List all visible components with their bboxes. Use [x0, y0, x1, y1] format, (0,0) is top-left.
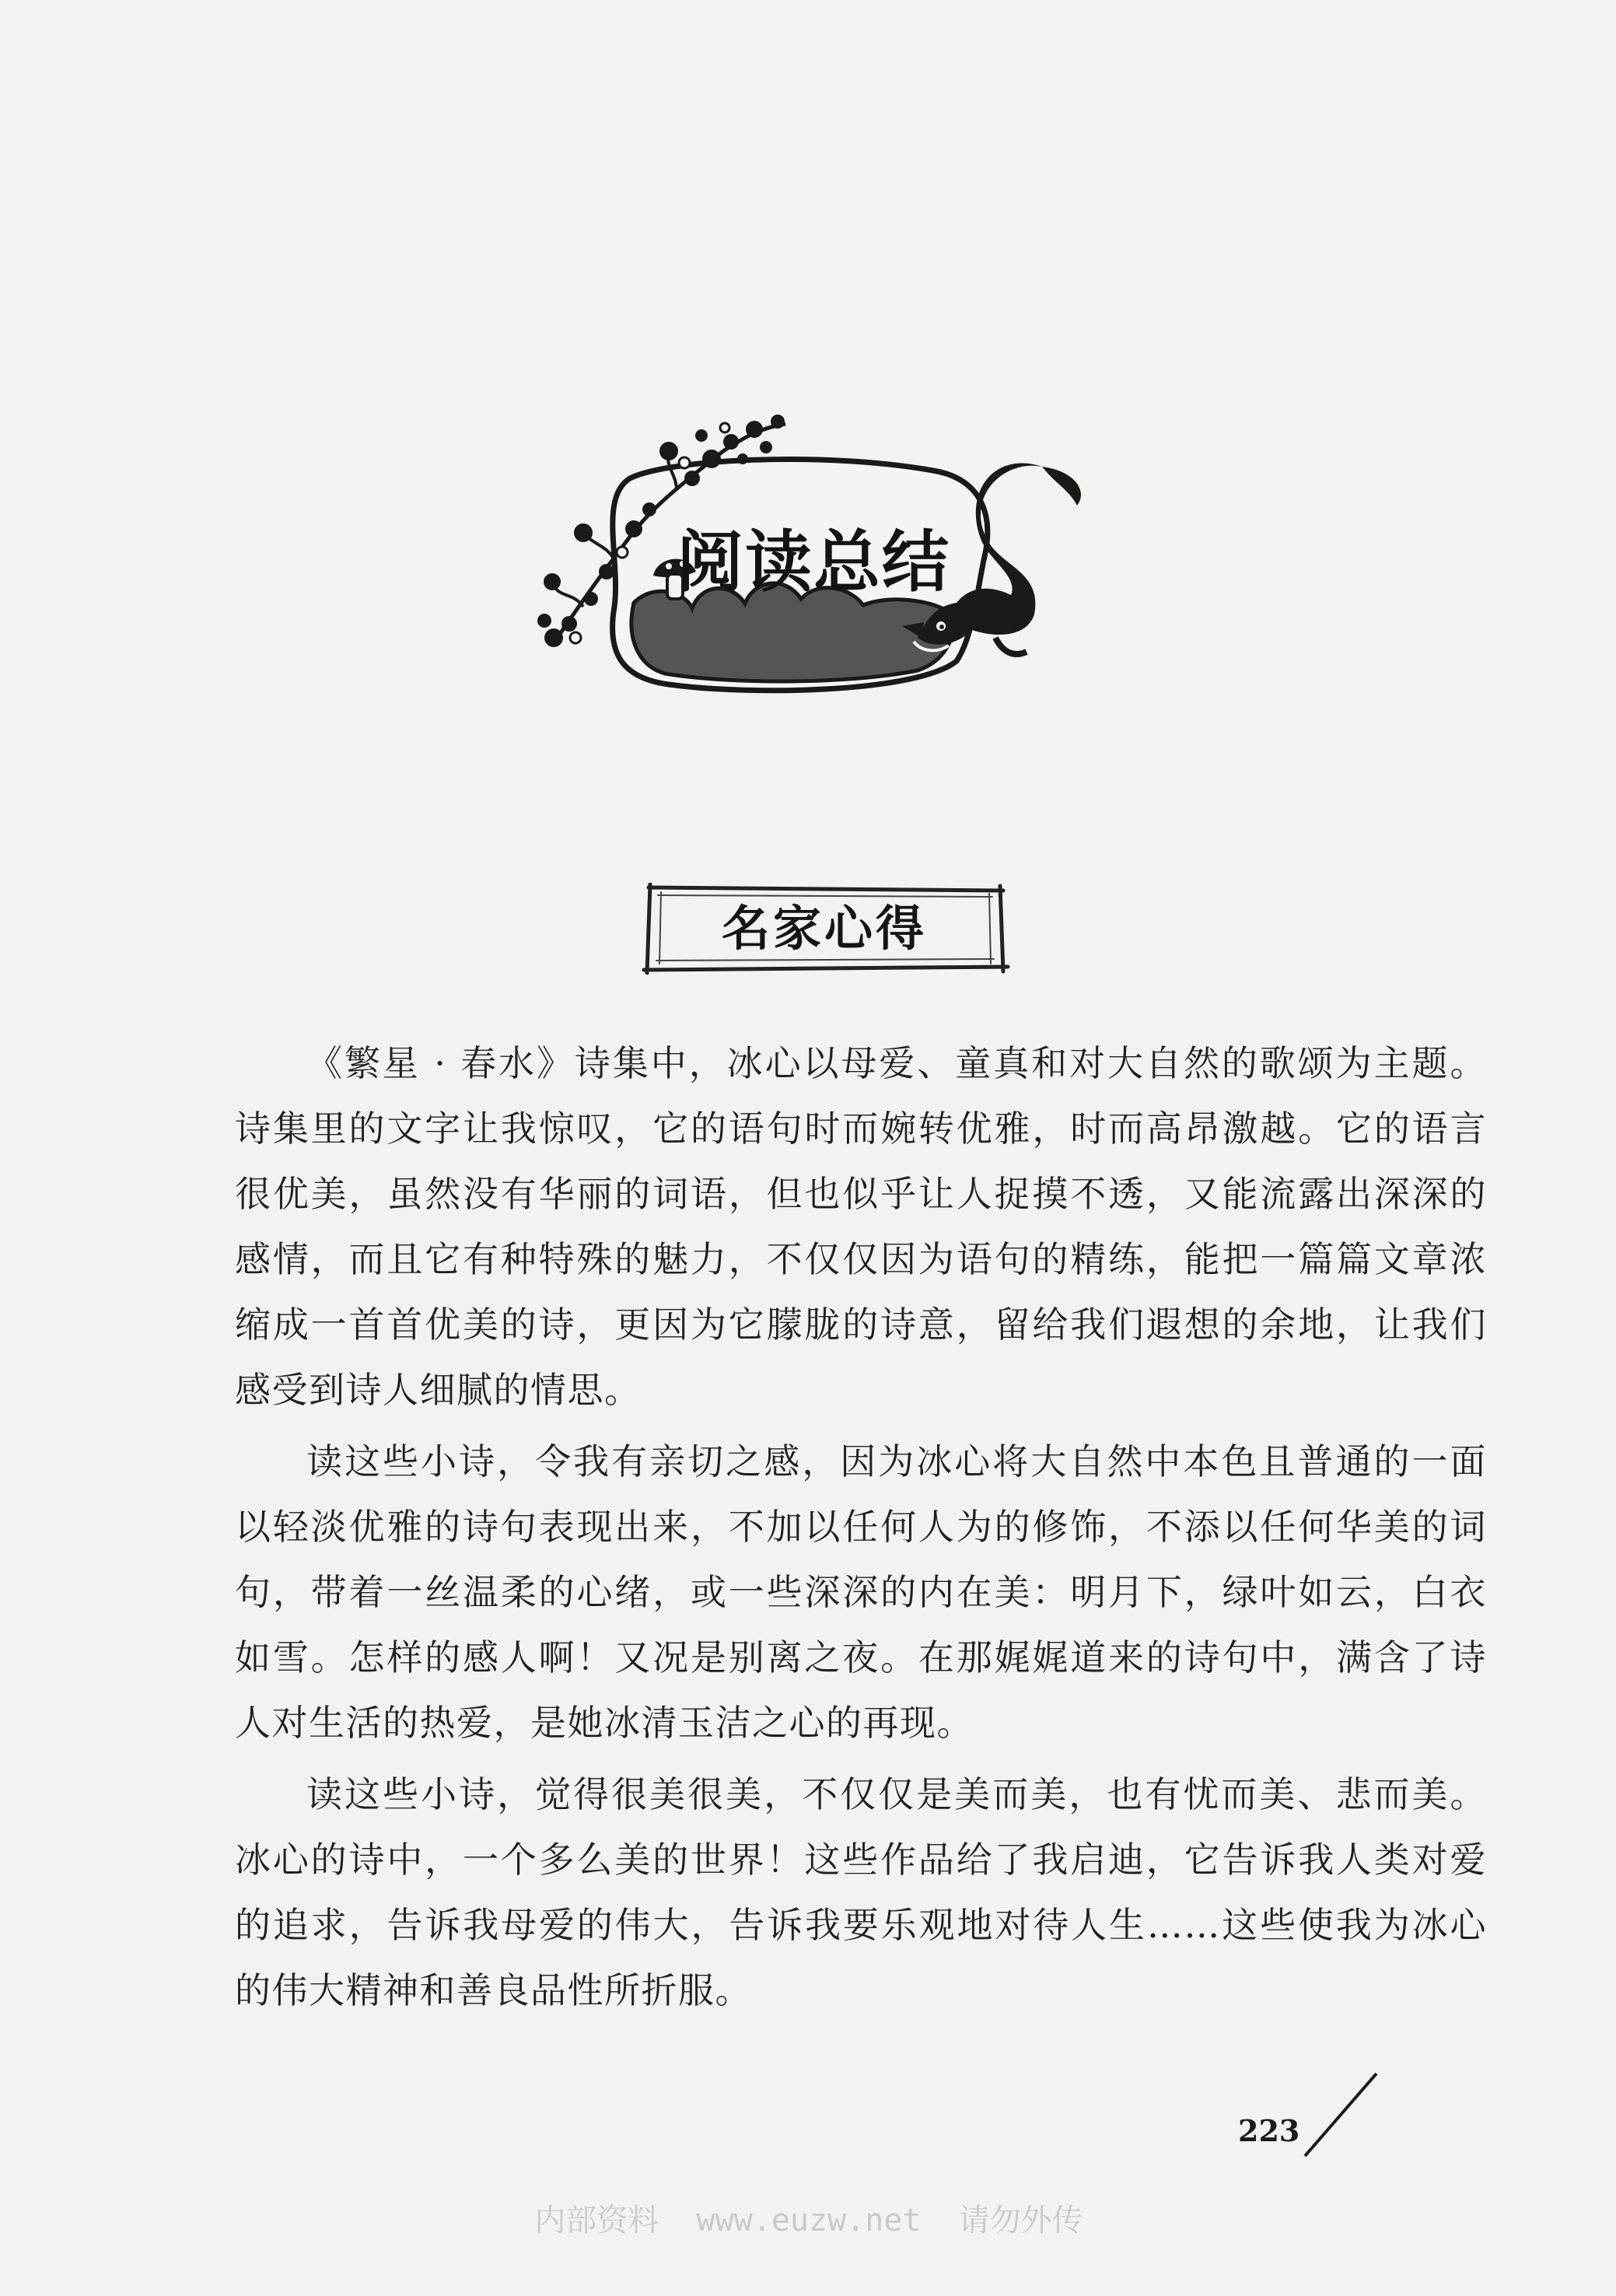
page-number-slash-icon [1299, 2069, 1384, 2162]
paragraph-3: 读这些小诗，觉得很美很美，不仅仅是美而美，也有忧而美、悲而美。冰心的诗中，一个多么美的世界！这些作品给了我启迪，它告诉我人类对爱的追求，告诉我母爱的伟大，告诉我要乐观地对待人生……这些使我为冰心的伟大精神和善良品性所折服。 [235, 1773, 1487, 2011]
banner-title: 阅读总结 [677, 523, 950, 601]
section-heading-box [638, 883, 1011, 975]
page-number: 223 [1238, 2113, 1300, 2148]
section-title: 名家心得 [721, 900, 927, 957]
paragraph-1: 《繁星 · 春水》诗集中，冰心以母爱、童真和对大自然的歌颂为主题。诗集里的文字让我惊叹，它的语句时而婉转优雅，时而高昂激越。它的语言很优美，虽然没有华丽的词语，但也似乎让人捉摸不透，又能流露出深深的感情，而且它有种特殊的魅力，不仅仅因为语句的精练，能把一篇篇文章浓缩成一首首优美的诗，更因为它朦胧的诗意，留给我们遐想的余地，让我们感受到诗人细腻的情思。 [235, 1042, 1487, 1411]
article-body [235, 1031, 1487, 2029]
paragraph-2: 读这些小诗，令我有亲切之感，因为冰心将大自然中本色且普通的一面以轻淡优雅的诗句表现出来，不加以任何人为的修饰，不添以任何华美的词句，带着一丝温柔的心绪，或一些深深的内在美：明月下，绿叶如云，白衣如雪。怎样的感人啊！又况是别离之夜。在那娓娓道来的诗句中，满含了诗人对生活的热爱，是她冰清玉洁之心的再现。 [235, 1440, 1487, 1744]
watermark: 内部资料 www.euzw.net 请勿外传 [534, 2203, 1083, 2238]
